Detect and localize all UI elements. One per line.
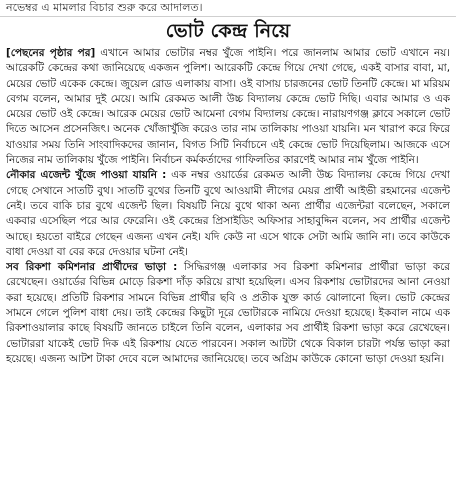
paragraph-lead: সব রিকশা কমিশনার প্রার্থীদের ভাড়া :	[6, 261, 178, 274]
article-paragraph-1	[6, 46, 450, 168]
paragraph-lead: নৌকার এজেন্ট খুঁজে পাওয়া যায়নি :	[6, 169, 167, 182]
paragraph-text: এক নম্বর ওয়ার্ডের রেকমত আলী উচ্চ বিদ্যালয় কেন্দ্রে গিয়ে দেখা গেছে সেখানে সাতটি বুথ। সাতটি বুথের তিনটি বুথে আওয়ামী লীগের মেয়র প্রার্থী আইভী রহমানের এজেন্ট নেই। তবে বাকি চার বুথে এজেন্ট ছিল। বিষয়টি নিয়ে বুথে থাকা অন্য প্রার্থীর এজেন্টরা বলেছেন, সকালে একবার এসেছিল পরে আর ফেরেনি। ওই কেন্দ্রের প্রিসাইডিং অফিসার সাহাবুদ্দিন বলেন, সব প্রার্থীর এজেন্ট আছে। হয়তো বাইরে গেছেন এজন্য এখন নেই। যদি কেউ না এসে থাকে সেটা আমি জানি না। তবে কাউকে বাধা দেওয়া বা বের করে দেওয়ার ঘটনা নেই।	[6, 169, 450, 258]
paragraph-lead: [পেছনের পৃষ্ঠার পর]	[6, 47, 96, 59]
article-paragraph-3	[6, 260, 450, 367]
article-paragraph-2	[6, 168, 450, 260]
article-body	[6, 46, 450, 478]
previous-article-tail: নভেম্বর এ মামলার বিচার শুরু করে আদালত।	[0, 0, 456, 17]
article-headline: ভোট কেন্দ্র নিয়ে	[165, 20, 291, 42]
paragraph-text: সিদ্ধিরগঞ্জ এলাকার সব রিকশা কমিশনার প্রার্থীরা ভাড়া করে রেখেছেন। ওয়ার্ডের বিভিন্ন মোড়ে রিকশা দাঁড় করিয়ে রাখা হয়েছিল। এসব রিকশায় ভোটারদের আনা নেওয়া করা হয়েছে। প্রতিটি রিকশার সামনে বিভিন্ন প্রার্থীর ছবি ও প্রতীক যুক্ত কার্ড ঝোলানো ছিল। ভোট কেন্দ্রের সামনে গেলে পুলিশ বাধা দেয়। তাই কেন্দ্রের কিছুটা দূরে ভোটারকে নামিয়ে দেওয়া হয়েছে। ইকবাল নামে এক রিকশাওয়ালার কাছে বিষয়টি জানতে চাইলে তিনি বলেন, এলাকার সব প্রার্থীই রিকশা ভাড়া করে রেখেছেন। ভোটাররা যাকেই ভোট দিক এই রিকশায় যেতে পারবেন। সকাল আটটা থেকে বিকাল চারটা পর্যন্ত ভাড়া করা হয়েছে। এজন্য আটশ টাকা দেবে বলে আমাদের জানিয়েছে। তবে অগ্রিম কাউকে কোনো ভাড়া দেওয়া হয়নি।	[6, 261, 450, 365]
paragraph-text: এখানে আমার ভোটার নম্বর খুঁজে পাইনি। পরে জানলাম আমার ভোট এখানে নয়। আরেকটি কেন্দ্রের কথা জানিয়েছে একজন পুলিশ। আরেকটি কেন্দ্রে গিয়ে দেখা গেছে, একই বাসার বাবা, মা, মেয়ের ভোট একেক কেন্দ্রে। জুয়েল রোড এলাকায় বাসা। ওই বাসায় চারজনের ভোট তিনটি কেন্দ্রে। মা মরিয়ম বেগম বলেন, আমার দুই মেয়ে। আমি রেকমত আলী উচ্চ বিদ্যালয় কেন্দ্রে ভোট দিছি। এবার আমার ও এক মেয়ের ভোট ওই কেন্দ্রে। আরেক মেয়ের ভোট আমেনা বেগম বিদ্যালয় কেন্দ্রে। নারায়ণগঞ্জ ক্লাবে সকালে ভোট দিতে আসেন প্রসেনজিৎ। অনেক খোঁজাখুঁজি করেও তার নাম তালিকায় পাওয়া যায়নি। মন খারাপ করে ফিরে যাওয়ার সময় তিনি সাংবাদিকদের জানান, বিগত সিটি নির্বাচনে এই কেন্দ্রে ভোট দিয়েছিলাম। আজকে এসে নিজের নাম তালিকায় খুঁজে পাইনি। নির্বাচন কর্মকর্তাদের গাফিলতির কারণেই আমার নাম খুঁজে পাইনি।	[6, 47, 450, 167]
